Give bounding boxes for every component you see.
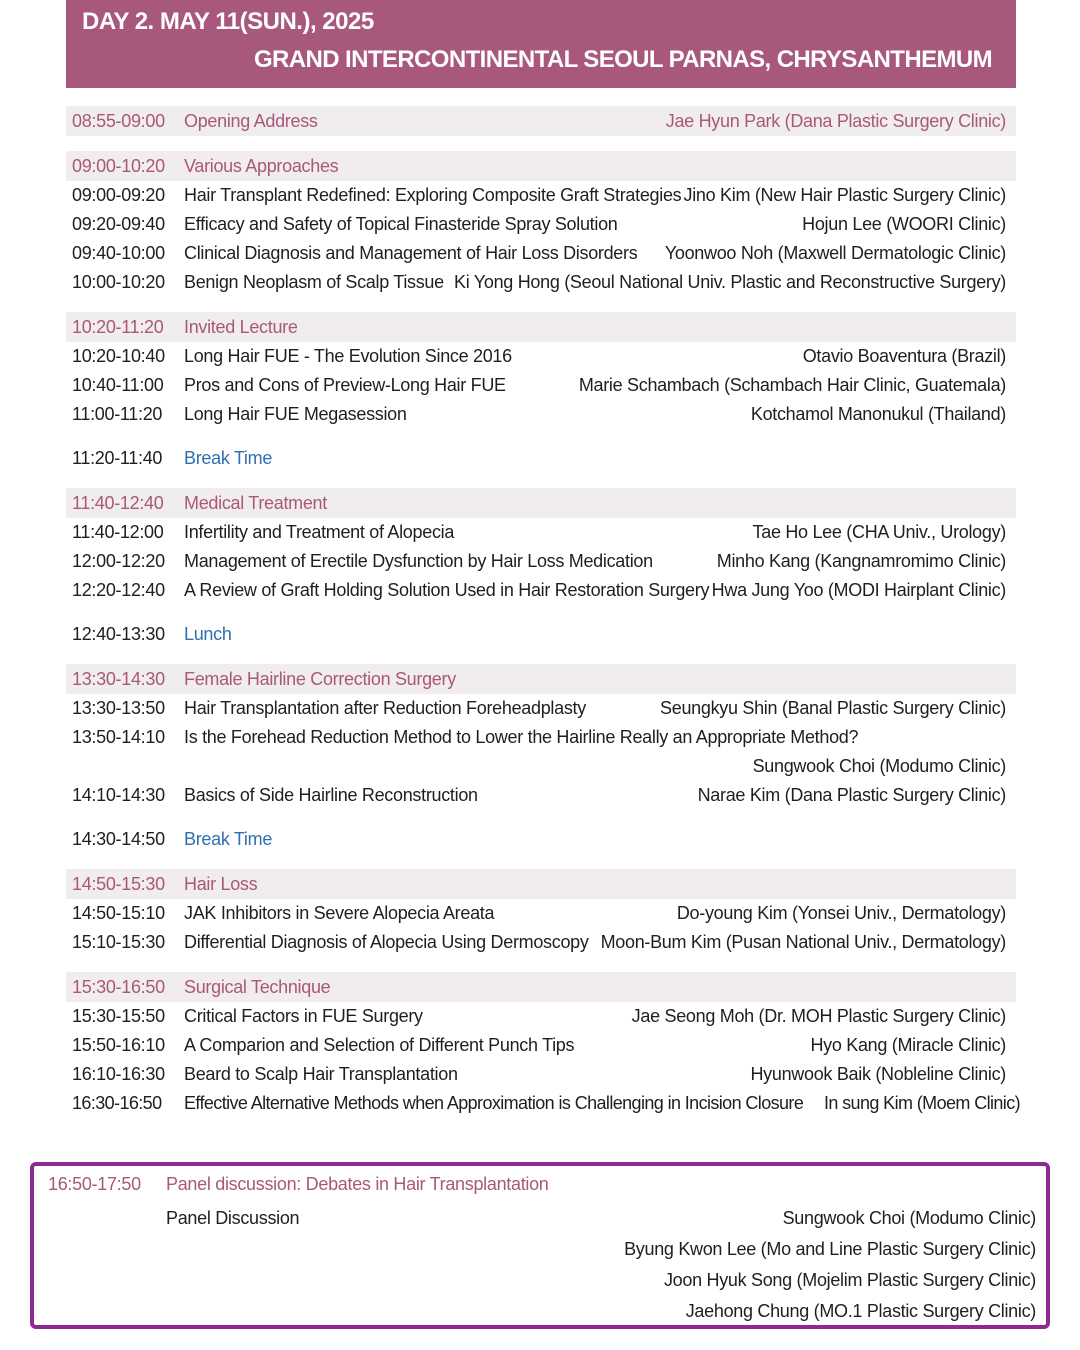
talk-time: 09:00-09:20 [72,185,165,205]
panel-row [34,1265,1046,1296]
talk-row [66,723,1016,752]
talk-row [66,400,1016,429]
talk-speaker: Moon-Bum Kim (Pusan National Univ., Dermatology) [600,932,1006,952]
venue-title: GRAND INTERCONTINENTAL SEOUL PARNAS, CHRYSANTHEMUM [253,46,992,73]
talk-row [66,268,1016,297]
talk-speaker: Jae Seong Moh (Dr. MOH Plastic Surgery Clinic) [631,1006,1006,1026]
talk-row [66,210,1016,239]
session-time: 08:55-09:00 [72,111,165,131]
talk-title: Is the Forehead Reduction Method to Lower the Hairline Really an Appropriate Method? [184,727,859,747]
break-title: Break Time [184,448,273,468]
talk-title: Effective Alternative Methods when Approximation is Challenging in Incision Closure [184,1093,804,1113]
talk-row [66,547,1016,576]
panel-speaker: Byung Kwon Lee (Mo and Line Plastic Surgery Clinic) [624,1239,1036,1259]
talk-speaker: Tae Ho Lee (CHA Univ., Urology) [752,522,1006,542]
session-time: 14:50-15:30 [72,874,165,894]
talk-time: 11:00-11:20 [72,404,163,424]
panel-row [34,1296,1046,1327]
session-time: 13:30-14:30 [72,669,165,689]
talk-speaker: Do-young Kim (Yonsei Univ., Dermatology) [676,903,1006,923]
break-row [66,444,1016,473]
talk-row [66,1002,1016,1031]
talk-time: 13:30-13:50 [72,698,165,718]
talk-speaker: In sung Kim (Moem Clinic) [823,1093,1020,1113]
panel-row [34,1203,1046,1234]
lunch-row [66,620,1016,649]
talk-speaker: Jino Kim (New Hair Plastic Surgery Clinic) [683,185,1006,205]
talk-time: 15:50-16:10 [72,1035,165,1055]
talk-title: JAK Inhibitors in Severe Alopecia Areata [184,903,495,923]
break-time: 14:30-14:50 [72,829,165,849]
session-header-female-hairline [66,664,1016,694]
panel-label: Panel Discussion [166,1208,300,1228]
talk-title: Basics of Side Hairline Reconstruction [184,785,478,805]
lunch-time: 12:40-13:30 [72,624,165,644]
talk-row [66,899,1016,928]
opening-row [66,106,1016,136]
session-title: Female Hairline Correction Surgery [184,669,456,689]
talk-title: Clinical Diagnosis and Management of Hair Loss Disorders [184,243,638,263]
talk-speaker: Kotchamol Manonukul (Thailand) [750,404,1006,424]
session-title: Medical Treatment [184,493,327,513]
session-title: Various Approaches [184,156,339,176]
talk-speaker: Seungkyu Shin (Banal Plastic Surgery Clinic) [660,698,1006,718]
talk-row [66,694,1016,723]
talk-time: 10:20-10:40 [72,346,165,366]
panel-header [34,1170,1046,1199]
session-time: 11:40-12:40 [72,493,164,513]
break-time: 11:20-11:40 [72,448,163,468]
talk-speaker: Hyunwook Baik (Nobleline Clinic) [750,1064,1006,1084]
session-title: Invited Lecture [184,317,298,337]
talk-title: Efficacy and Safety of Topical Finasteride Spray Solution [184,214,618,234]
panel-time: 16:50-17:50 [48,1174,141,1194]
talk-speaker: Marie Schambach (Schambach Hair Clinic, Guatemala) [578,375,1006,395]
talk-time: 15:30-15:50 [72,1006,165,1026]
panel-row [34,1234,1046,1265]
talk-title: Hair Transplant Redefined: Exploring Composite Graft Strategies [184,185,682,205]
talk-row [66,1060,1016,1089]
talk-row [66,1089,1020,1118]
talk-row-continued [66,752,1016,781]
panel-title: Panel discussion: Debates in Hair Transplantation [166,1174,549,1194]
talk-speaker: Sungwook Choi (Modumo Clinic) [752,756,1006,776]
talk-title: Long Hair FUE - The Evolution Since 2016 [184,346,512,366]
talk-title: A Comparion and Selection of Different Punch Tips [184,1035,575,1055]
talk-time: 10:40-11:00 [72,375,164,395]
talk-row [66,239,1016,268]
talk-row [66,781,1016,810]
talk-speaker: Hojun Lee (WOORI Clinic) [802,214,1006,234]
day-date-title: DAY 2. MAY 11(SUN.), 2025 [82,8,374,35]
talk-time: 10:00-10:20 [72,272,165,292]
talk-time: 13:50-14:10 [72,727,165,747]
session-title: Surgical Technique [184,977,331,997]
talk-title: A Review of Graft Holding Solution Used in Hair Restoration Surgery [184,580,710,600]
talk-row [66,576,1016,605]
talk-title: Hair Transplantation after Reduction Foreheadplasty [184,698,586,718]
session-speaker: Jae Hyun Park (Dana Plastic Surgery Clinic) [665,111,1006,131]
talk-row [66,518,1016,547]
talk-speaker: Hyo Kang (Miracle Clinic) [810,1035,1006,1055]
talk-time: 16:30-16:50 [72,1093,162,1113]
session-time: 09:00-10:20 [72,156,165,176]
talk-time: 12:00-12:20 [72,551,165,571]
session-title: Opening Address [184,111,318,131]
panel-speaker: Jaehong Chung (MO.1 Plastic Surgery Clinic) [685,1301,1036,1321]
session-time: 10:20-11:20 [72,317,164,337]
talk-time: 09:40-10:00 [72,243,165,263]
program-schedule [66,106,1020,1118]
talk-title: Infertility and Treatment of Alopecia [184,522,455,542]
talk-row [66,371,1016,400]
session-time: 15:30-16:50 [72,977,165,997]
talk-speaker: Minho Kang (Kangnamromimo Clinic) [716,551,1006,571]
talk-time: 14:50-15:10 [72,903,165,923]
talk-time: 15:10-15:30 [72,932,165,952]
talk-title: Differential Diagnosis of Alopecia Using Dermoscopy [184,932,589,952]
talk-time: 11:40-12:00 [72,522,164,542]
panel-discussion-box [30,1162,1050,1329]
talk-speaker: Yoonwoo Noh (Maxwell Dermatologic Clinic) [664,243,1006,263]
talk-title: Pros and Cons of Preview-Long Hair FUE [184,375,506,395]
session-header-medical-treatment [66,488,1016,518]
talk-title: Benign Neoplasm of Scalp Tissue [184,272,444,292]
talk-row [66,928,1016,957]
talk-title: Critical Factors in FUE Surgery [184,1006,423,1026]
talk-time: 14:10-14:30 [72,785,165,805]
panel-speaker: Sungwook Choi (Modumo Clinic) [782,1208,1036,1228]
day-header-banner [66,0,1016,88]
session-header-surgical-technique [66,972,1016,1002]
panel-speaker: Joon Hyuk Song (Mojelim Plastic Surgery Clinic) [663,1270,1036,1290]
break-title: Break Time [184,829,273,849]
talk-speaker: Ki Yong Hong (Seoul National Univ. Plastic and Reconstructive Surgery) [454,272,1006,292]
talk-title: Beard to Scalp Hair Transplantation [184,1064,458,1084]
talk-speaker: Narae Kim (Dana Plastic Surgery Clinic) [697,785,1006,805]
session-header-various-approaches [66,151,1016,181]
talk-row [66,181,1016,210]
session-header-invited-lecture [66,312,1016,342]
talk-row [66,342,1016,371]
lunch-title: Lunch [184,624,232,644]
break-row [66,825,1016,854]
talk-time: 09:20-09:40 [72,214,165,234]
session-header-hair-loss [66,869,1016,899]
talk-time: 16:10-16:30 [72,1064,165,1084]
talk-title: Long Hair FUE Megasession [184,404,407,424]
talk-speaker: Hwa Jung Yoo (MODI Hairplant Clinic) [711,580,1006,600]
talk-speaker: Otavio Boaventura (Brazil) [802,346,1006,366]
talk-row [66,1031,1016,1060]
session-title: Hair Loss [184,874,258,894]
talk-title: Management of Erectile Dysfunction by Hair Loss Medication [184,551,653,571]
talk-time: 12:20-12:40 [72,580,165,600]
